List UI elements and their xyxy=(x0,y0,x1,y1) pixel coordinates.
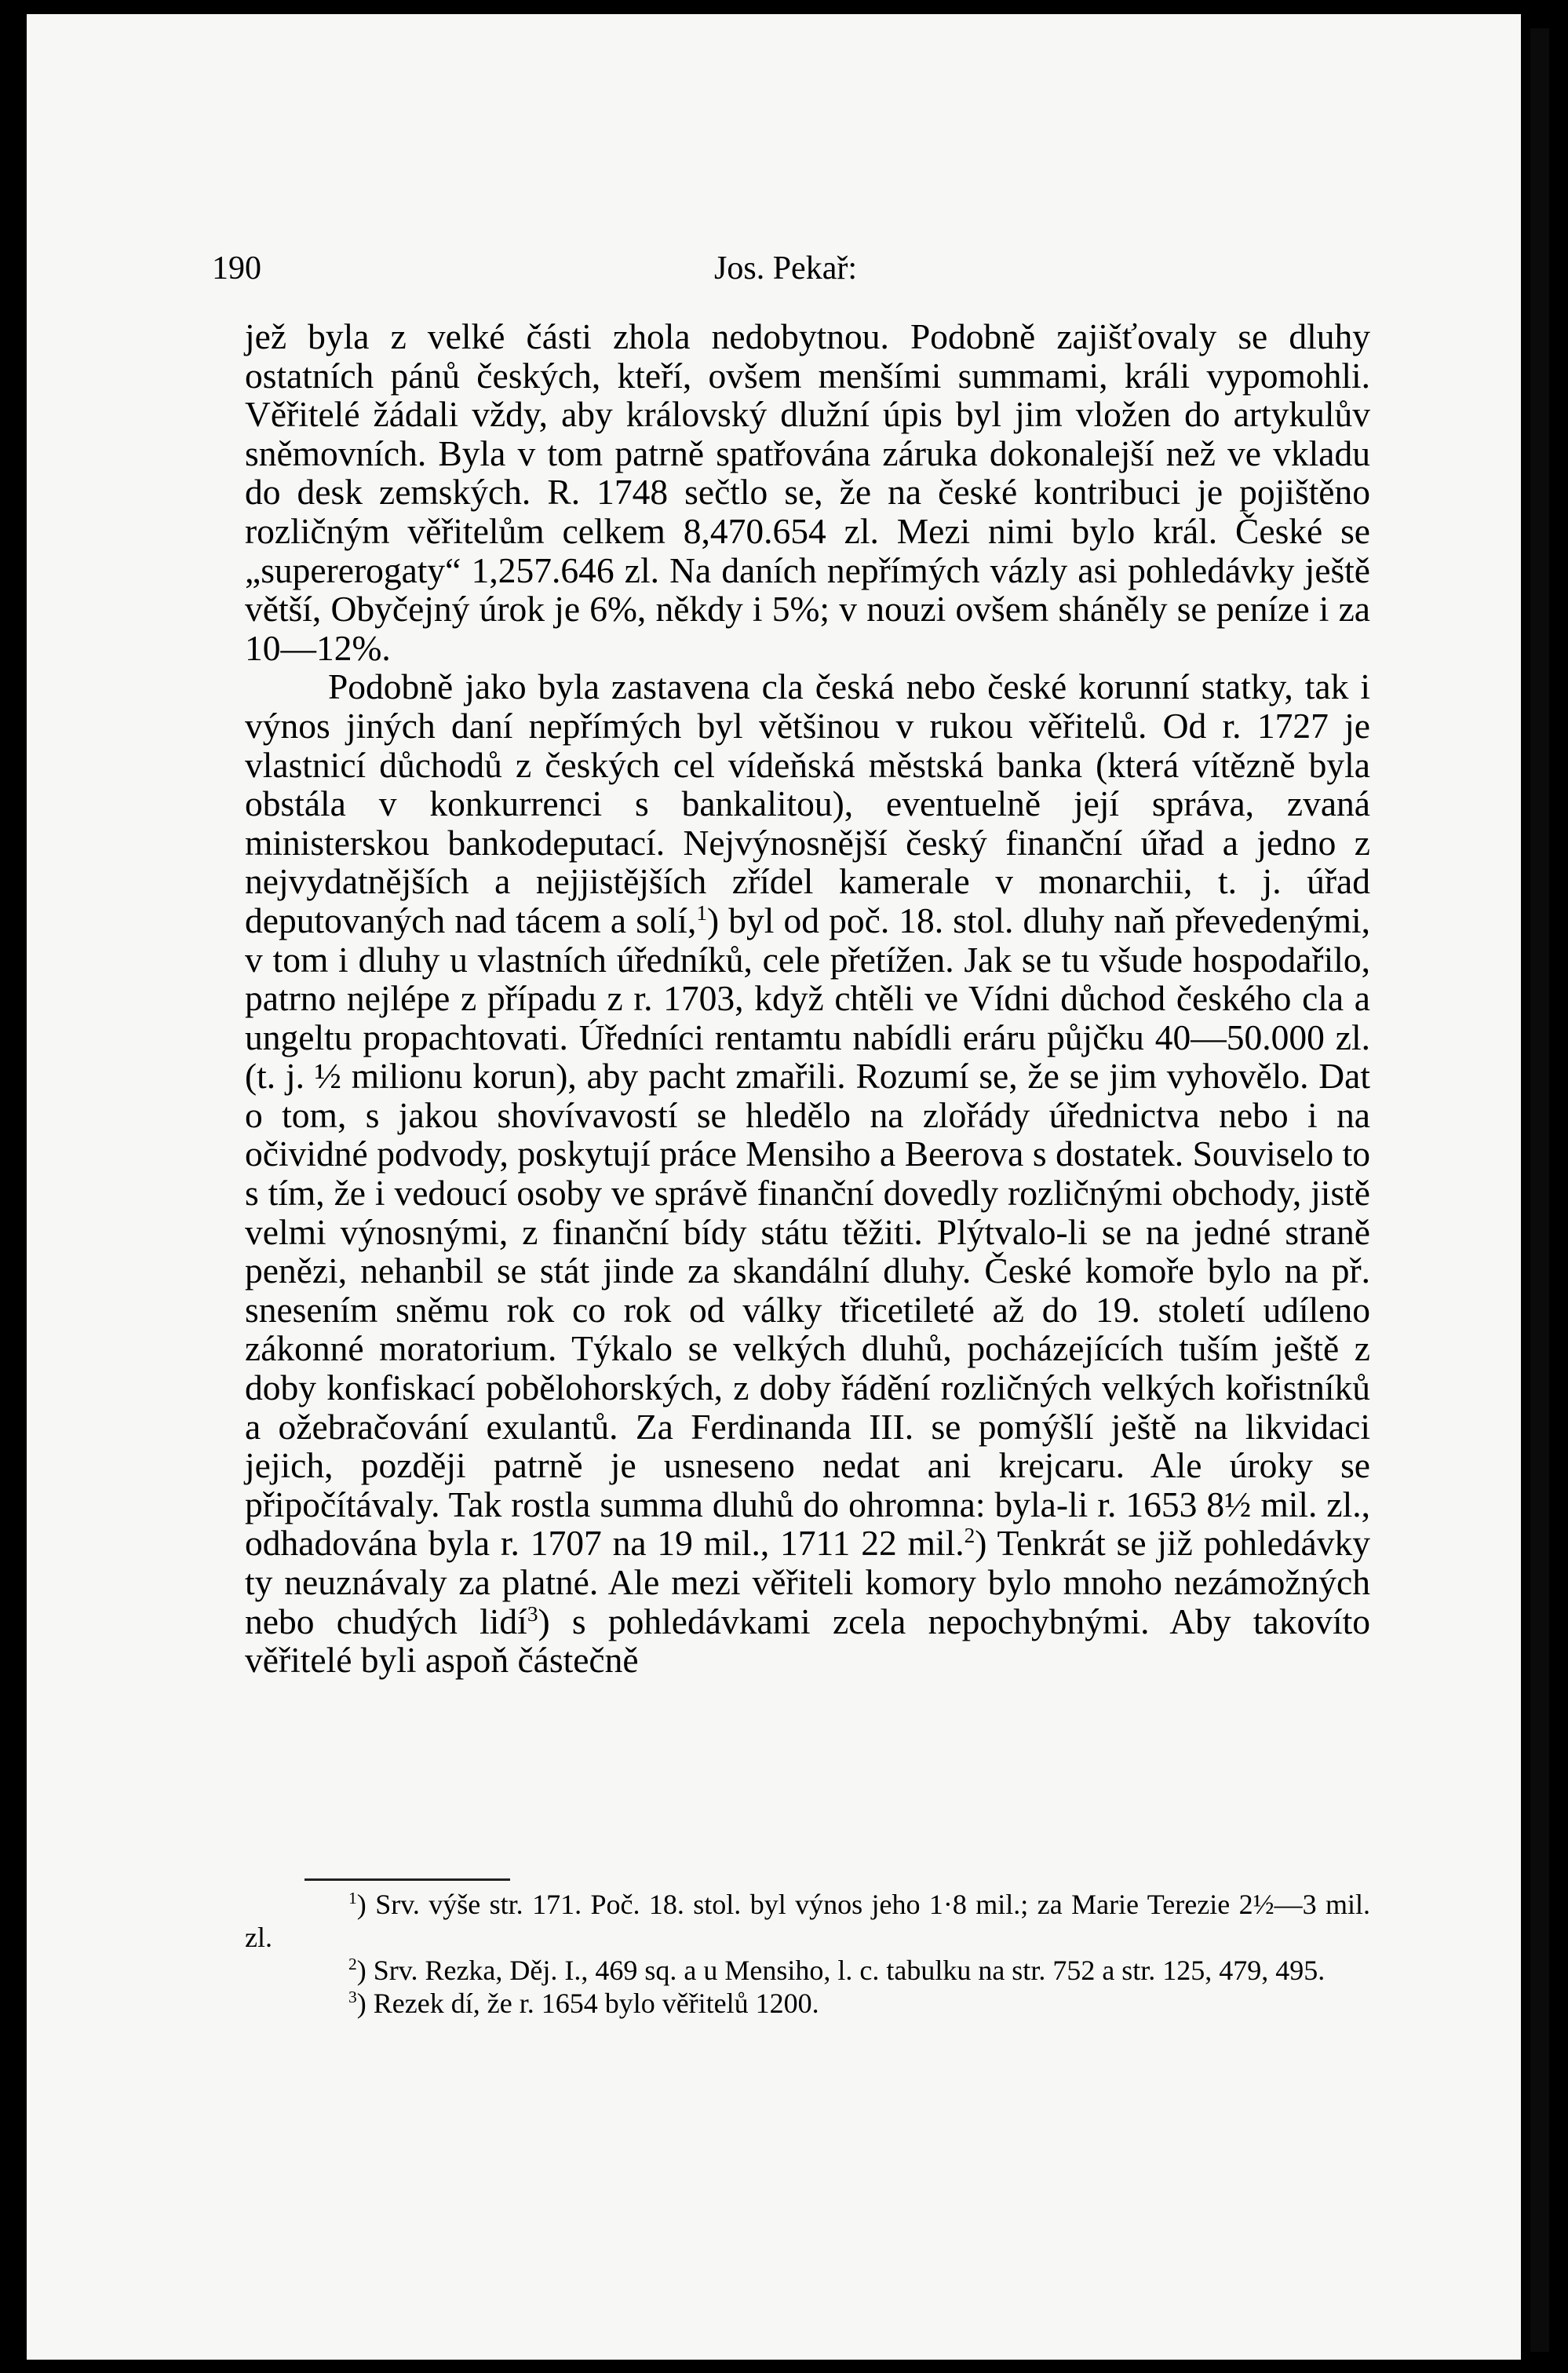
footnote-divider xyxy=(304,1878,510,1881)
page-number: 190 xyxy=(212,250,261,287)
footnote-ref-2: 2 xyxy=(964,1524,975,1548)
paragraph-1 xyxy=(245,317,1370,667)
footnote-3 xyxy=(245,1987,1370,2020)
footnote-ref-3: 3 xyxy=(527,1601,538,1626)
footnote-1-mark: 1 xyxy=(348,1889,357,1908)
running-head: Jos. Pekař: xyxy=(714,250,857,287)
paragraph-2-text-a: Podobně jako byla zastavena cla česká nebo české korunní statky, tak i výnos jiných daní nepřímých byl většinou v rukou věřitelů. Od r. 1727 je vlastnicí důchodů z českých cel vídeňská městská banka (která vítězně byla obstála v konkurrenci s bankalitou), eventuelně její správa, zvaná ministerskou bankodeputací. Nejvýnosnější český finanční úřad a jedno z nejvydatnějších a nejjistějších zřídel kamerale v monarchii, t. j. úřad deputovaných nad tácem a solí, xyxy=(245,666,1370,940)
footnote-2 xyxy=(245,1954,1370,1987)
paragraph-2-text-c: ) Tenkrát se již pohledávky ty neuznávaly za platné. Ale mezi věřiteli komory bylo mnoho nezámožných nebo chudých lidí xyxy=(245,1523,1370,1641)
paragraph-2-text-b: ) byl od poč. 18. stol. dluhy naň převedenými, v tom i dluhy u vlastních úředníků, cele přetížen. Jak se tu všude hospodařilo, patrno nejlépe z případu z r. 1703, když chtěli ve Vídni důchod českého cla a ungeltu propachtovati. Úředníci rentamtu nabídli eráru půjčku 40—50.000 zl. (t. j. ½ milionu korun), aby pacht zmařili. Rozumí se, že se jim vyhovělo. Dat o tom, s jakou shovívavostí se hledělo na zlořády úřednictva nebo i na očividné podvody, poskytují práce Mensiho a Beerova s dostatek. Souviselo to s tím, že i vedoucí osoby ve správě finanční dovedly rozličnými obchody, jistě velmi výnosnými, z finanční bídy státu těžiti. Plýtvalo-li se na jedné straně penězi, nehanbil se stát jinde za skandální dluhy. České komoře bylo na př. snesením sněmu rok co rok od války třicetileté až do 19. století udíleno zákonné moratorium. Týkalo se velkých dluhů, pocházejících tuším ještě z doby konfiskací pobělohorských, z doby řádění rozličných velkých kořistníků a ožebračování exulantů. Za Ferdinanda III. se pomýšlí ještě na likvidaci jejich, později patrně je usneseno nedat ani krejcaru. Ale úroky se připočítávaly. Tak rostla summa dluhů do ohromna: byla-li r. 1653 8½ mil. zl., odhadována byla r. 1707 na 19 mil., 1711 22 mil. xyxy=(245,900,1370,1564)
paragraph-1-text: jež byla z velké části zhola nedobytnou. Podobně zajišťovaly se dluhy ostatních pánů českých, kteří, ovšem menšími summami, králi vypomohli. Věřitelé žádali vždy, aby královský dlužní úpis byl jim vložen do artykulův sněmovních. Byla v tom patrně spatřována záruka dokonalejší než ve vkladu do desk zemských. R. 1748 sečtlo se, že na české kontribuci je pojištěno rozličným věřitelům celkem 8,470.654 zl. Mezi nimi bylo král. České se „supererogaty“ 1,257.646 zl. Na daních nepřímých vázly asi pohledávky ještě větší, Obyčejný úrok je 6%, někdy i 5%; v nouzi ovšem sháněly se peníze i za 10—12%. xyxy=(245,316,1370,668)
page-header xyxy=(212,250,1044,297)
footnote-2-mark: 2 xyxy=(348,1955,357,1973)
paragraph-2-text-d: ) s pohledávkami zcela nepochybnými. Aby takovíto věřitelé byli aspoň částečně xyxy=(245,1601,1370,1681)
footnote-3-text: ) Rezek dí, že r. 1654 bylo věřitelů 1200. xyxy=(356,1988,819,2019)
footnotes xyxy=(245,1888,1370,2020)
footnote-ref-1: 1 xyxy=(696,900,707,925)
page-edge-shadow xyxy=(1530,28,1549,2352)
footnote-1 xyxy=(245,1888,1370,1954)
body-text xyxy=(245,317,1370,1680)
paragraph-2 xyxy=(245,667,1370,1679)
footnote-2-text: ) Srv. Rezka, Děj. I., 469 sq. a u Mensiho, l. c. tabulku na str. 752 a str. 125, 479, 495. xyxy=(356,1955,1326,1986)
footnote-3-mark: 3 xyxy=(348,1988,357,2006)
footnote-1-text: ) Srv. výše str. 171. Poč. 18. stol. byl výnos jeho 1·8 mil.; za Marie Terezie 2½—3 mil. zl. xyxy=(245,1889,1370,1953)
